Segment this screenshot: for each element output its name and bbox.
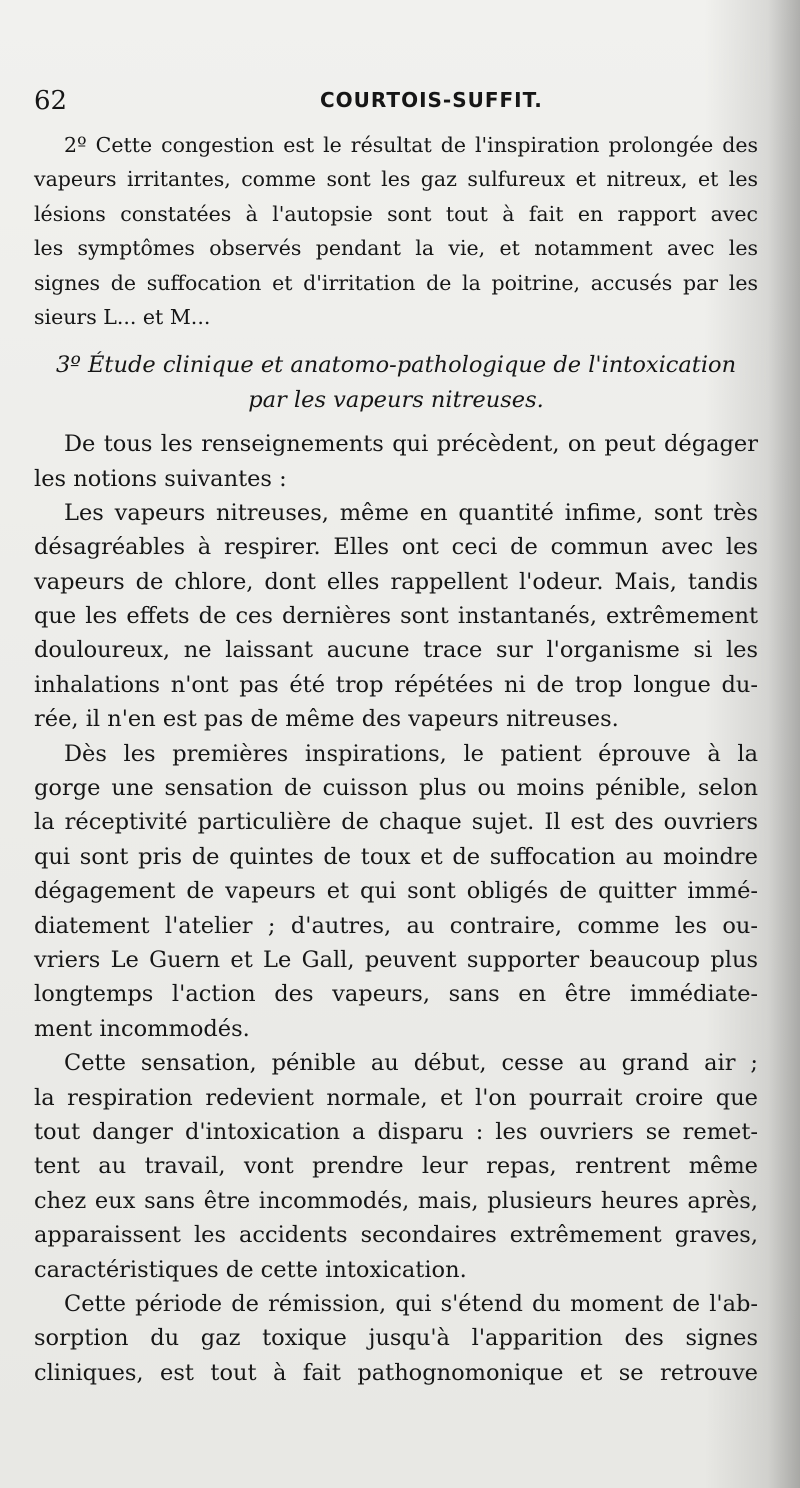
text-line: 2º Cette congestion est le résultat de l'inspiration prolongée des (64, 133, 758, 157)
text-line: tout danger d'intoxication a disparu : les ouvriers se remet- (34, 1118, 758, 1145)
text-line: Les vapeurs nitreuses, même en quantité infime, sont très (64, 499, 758, 526)
text-line: dégagement de vapeurs et qui sont obligés de quitter immé- (34, 878, 758, 905)
body-text (34, 128, 758, 1390)
text-line: qui sont pris de quintes de toux et de suffocation au moindre (34, 843, 758, 870)
running-head: COURTOIS-SUFFIT. (320, 88, 543, 112)
text-line: apparaissent les accidents secondaires extrêmement graves, (34, 1222, 758, 1249)
text-line: ment incommodés. (34, 1015, 250, 1042)
text-line: vriers Le Guern et Le Gall, peuvent supporter beaucoup plus (34, 946, 758, 973)
text-line: rée, il n'en est pas de même des vapeurs nitreuses. (34, 706, 619, 733)
text-line: gorge une sensation de cuisson plus ou moins pénible, selon (34, 775, 758, 802)
paragraph-6 (34, 1287, 758, 1390)
text-line: vapeurs irritantes, comme sont les gaz sulfureux et nitreux, et les (34, 167, 758, 192)
text-line: Cette période de rémission, qui s'étend du moment de l'ab- (64, 1290, 758, 1317)
text-line: chez eux sans être incommodés, mais, plusieurs heures après, (34, 1187, 758, 1214)
text-line: inhalations n'ont pas été trop répétées ni de trop longue du- (34, 671, 758, 698)
text-line: la respiration redevient normale, et l'on pourrait croire que (34, 1084, 758, 1111)
text-line: vapeurs de chlore, dont elles rappellent l'odeur. Mais, tandis (34, 568, 758, 595)
text-line: tent au travail, vont prendre leur repas, rentrent même (34, 1153, 758, 1180)
paragraph-3 (34, 496, 758, 737)
text-line: Dès les premières inspirations, le patient éprouve à la (64, 740, 758, 767)
paragraph-5 (34, 1046, 758, 1287)
text-line: Cette sensation, pénible au début, cesse au grand air ; (64, 1050, 758, 1077)
text-line: douloureux, ne laissant aucune trace sur l'organisme si les (34, 637, 758, 664)
page-header (34, 84, 764, 120)
text-line: signes de suffocation et d'irritation de la poitrine, accusés par les (34, 270, 758, 295)
section-heading-line: par les vapeurs nitreuses. (248, 386, 544, 413)
text-line: que les effets de ces dernières sont instantanés, extrêmement (34, 603, 758, 630)
page-number: 62 (34, 86, 68, 116)
paragraph-2 (34, 427, 758, 496)
text-line: caractéristiques de cette intoxication. (34, 1256, 467, 1283)
text-line: sorption du gaz toxique jusqu'à l'apparition des signes (34, 1325, 758, 1352)
text-line: longtemps l'action des vapeurs, sans en être immédiate- (34, 981, 758, 1008)
text-line: diatement l'atelier ; d'autres, au contraire, comme les ou- (34, 912, 758, 939)
section-heading-line: 3º Étude clinique et anatomo-pathologique de l'intoxication (55, 352, 737, 379)
paragraph-1 (34, 128, 758, 334)
text-line: la réceptivité particulière de chaque sujet. Il est des ouvriers (34, 809, 758, 836)
text-line: les notions suivantes : (34, 465, 287, 492)
text-line: cliniques, est tout à fait pathognomonique et se retrouve (34, 1359, 758, 1386)
text-line: lésions constatées à l'autopsie sont tout à fait en rapport avec (34, 201, 758, 226)
text-line: désagréables à respirer. Elles ont ceci de commun avec les (34, 534, 758, 561)
text-line: De tous les renseignements qui précèdent, on peut dégager (64, 431, 758, 458)
text-line: les symptômes observés pendant la vie, et notamment avec les (34, 236, 758, 261)
paragraph-4 (34, 737, 758, 1047)
text-line: sieurs L... et M... (34, 304, 211, 329)
section-heading (34, 348, 758, 417)
